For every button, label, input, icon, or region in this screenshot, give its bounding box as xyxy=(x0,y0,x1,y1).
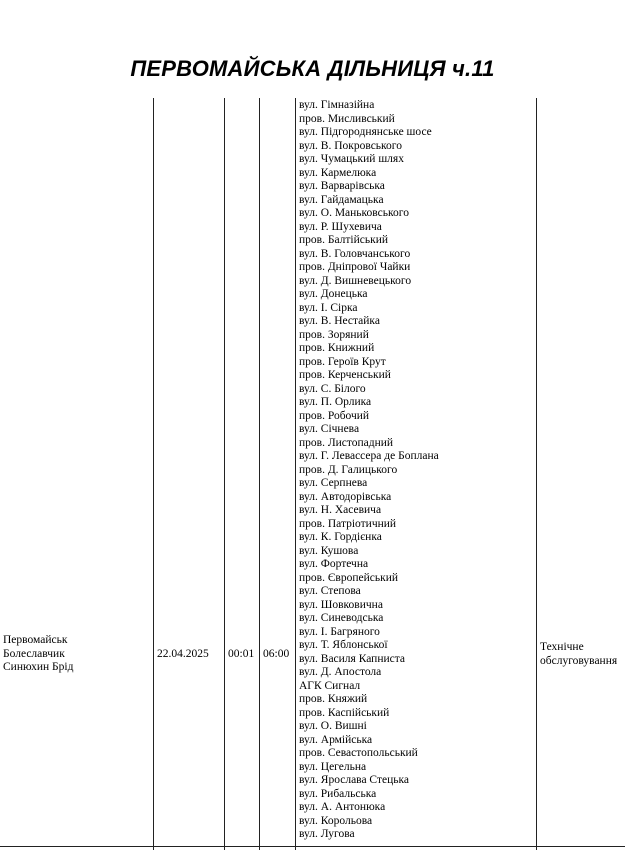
street-item: вул. І. Сірка xyxy=(299,301,358,314)
column-divider xyxy=(536,98,537,850)
street-item: пров. Робочий xyxy=(299,409,370,422)
street-item: пров. Балтійський xyxy=(299,234,389,246)
time-from-cell: 00:01 xyxy=(228,648,255,660)
street-item: вул. Кармелюка xyxy=(299,166,377,179)
street-item: вул. Автодорівська xyxy=(299,490,392,503)
street-item: вул. Фортечна xyxy=(299,558,369,570)
district-line: Первомайськ xyxy=(3,634,68,646)
street-item: вул. Цегельна xyxy=(299,760,367,773)
street-item: вул. О. Маньковського xyxy=(299,207,409,219)
street-item: вул. К. Гордієнка xyxy=(299,531,382,543)
street-item: вул. Г. Левассера де Боплана xyxy=(299,450,439,462)
column-divider xyxy=(259,98,260,850)
street-item: вул. Армійська xyxy=(299,733,373,746)
district-cell xyxy=(3,634,151,675)
street-item: вул. Корольова xyxy=(299,814,373,827)
street-item: вул. І. Багряного xyxy=(299,625,380,638)
street-item: вул. П. Орлика xyxy=(299,396,372,408)
column-divider xyxy=(153,98,154,850)
outage-table xyxy=(0,98,625,850)
street-item: вул. Д. Вишневецького xyxy=(299,274,412,287)
reason-line: обслуговування xyxy=(540,654,618,667)
district-line: Синюхин Брід xyxy=(3,661,74,673)
street-item: пров. Книжний xyxy=(299,342,375,354)
street-item: пров. Керченський xyxy=(299,369,391,381)
street-item: вул. Серпнева xyxy=(299,477,368,489)
street-item: пров. Каспійський xyxy=(299,706,390,719)
street-item: вул. Синеводська xyxy=(299,612,384,624)
street-item: пров. Героїв Крут xyxy=(299,355,386,368)
street-item: пров. Мисливський xyxy=(299,112,395,125)
street-item: вул. Кушова xyxy=(299,544,359,557)
street-item: пров. Княжий xyxy=(299,693,368,705)
street-item: вул. Підгороднянське шосе xyxy=(299,126,432,138)
street-item: пров. Севастопольський xyxy=(299,747,418,759)
street-item: вул. В. Покровського xyxy=(299,139,402,152)
street-item: пров. Д. Галицького xyxy=(299,463,398,476)
time-to-cell: 06:00 xyxy=(263,648,290,660)
district-line: Болеславчик xyxy=(3,647,65,660)
column-divider xyxy=(224,98,225,850)
street-item: пров. Зоряний xyxy=(299,328,369,341)
street-item: вул. Т. Яблонської xyxy=(299,639,388,651)
street-item: вул. Шовковична xyxy=(299,598,383,611)
column-divider xyxy=(295,98,296,850)
street-item: вул. Гайдамацька xyxy=(299,193,384,206)
street-item: вул. Чумацький шлях xyxy=(299,153,404,165)
street-item: пров. Європейський xyxy=(299,571,399,584)
street-item: вул. Рибальська xyxy=(299,787,377,800)
date-cell: 22.04.2025 xyxy=(157,648,209,660)
row-bottom-border xyxy=(0,846,625,847)
street-item: вул. Гімназійна xyxy=(299,99,375,111)
street-item: вул. Р. Шухевича xyxy=(299,220,382,233)
street-item: вул. С. Білого xyxy=(299,382,366,395)
street-item: пров. Дніпрової Чайки xyxy=(299,261,411,273)
street-item: вул. Василя Капниста xyxy=(299,652,406,665)
page-title: ПЕРВОМАЙСЬКА ДІЛЬНИЦЯ ч.11 xyxy=(130,56,495,81)
streets-list xyxy=(299,99,439,842)
street-item: вул. Варварівська xyxy=(299,180,385,192)
street-item: пров. Листопадний xyxy=(299,436,394,449)
street-item: вул. Ярослава Стецька xyxy=(299,774,409,786)
street-item: АГК Сигнал xyxy=(299,679,361,692)
street-item: вул. А. Антонюка xyxy=(299,801,386,813)
street-item: вул. Січнева xyxy=(299,423,360,435)
street-item: вул. В. Головчанського xyxy=(299,247,411,260)
street-item: вул. Степова xyxy=(299,585,361,597)
street-item: пров. Патріотичний xyxy=(299,517,397,530)
reason-cell xyxy=(540,641,625,668)
street-item: вул. Лугова xyxy=(299,828,355,840)
street-item: вул. Д. Апостола xyxy=(299,666,382,678)
street-item: вул. Донецька xyxy=(299,288,368,300)
street-item: вул. В. Нестайка xyxy=(299,315,380,327)
reason-line: Технічне xyxy=(540,641,584,653)
street-item: вул. О. Вишні xyxy=(299,720,367,732)
street-item: вул. Н. Хасевича xyxy=(299,504,382,516)
